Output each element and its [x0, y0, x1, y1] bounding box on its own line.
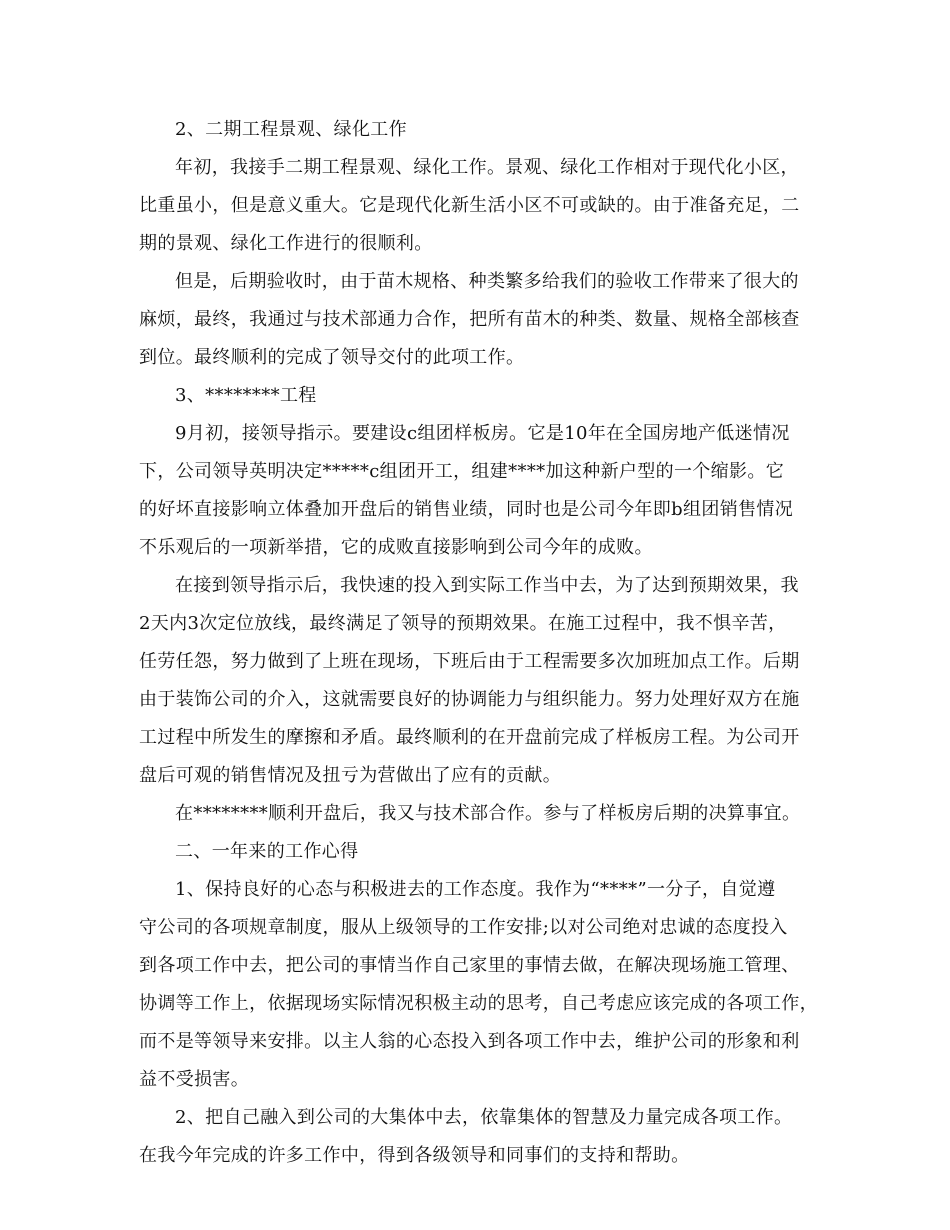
paragraph-line: 9月初，接领导指示。要建设c组团样板房。它是10年在全国房地产低迷情况	[175, 423, 790, 444]
paragraph-line: 2、把自己融入到公司的大集体中去，依靠集体的智慧及力量完成各项工作。	[175, 1107, 793, 1128]
paragraph-line: 年初，我接手二期工程景观、绿化工作。景观、绿化工作相对于现代化小区，	[175, 157, 799, 178]
paragraph-line: 守公司的各项规章制度，服从上级领导的工作安排;以对公司绝对忠诚的态度投入	[139, 917, 788, 938]
paragraph-line: 任劳任怨，努力做到了上班在现场，下班后由于工程需要多次加班加点工作。后期	[139, 651, 800, 672]
section-heading-project: 3、********工程	[175, 385, 317, 406]
paragraph-line: 协调等工作上，依据现场实际情况积极主动的思考，自己考虑应该完成的各项工作，	[139, 993, 818, 1014]
section-heading-experience: 二、一年来的工作心得	[175, 841, 359, 862]
paragraph-line: 到位。最终顺利的完成了领导交付的此项工作。	[139, 347, 525, 368]
paragraph-line: 而不是等领导来安排。以主人翁的心态投入到各项工作中去，维护公司的形象和利	[139, 1031, 800, 1052]
paragraph-line: 但是，后期验收时，由于苗木规格、种类繁多给我们的验收工作带来了很大的	[175, 271, 799, 292]
paragraph-line: 2天内3次定位放线，最终满足了领导的预期效果。在施工过程中，我不惧辛苦，	[139, 613, 787, 634]
paragraph-line: 在接到领导指示后，我快速的投入到实际工作当中去，为了达到预期效果，我	[175, 575, 799, 596]
paragraph-line: 工过程中所发生的摩擦和矛盾。最终顺利的在开盘前完成了样板房工程。为公司开	[139, 727, 800, 748]
paragraph-line: 期的景观、绿化工作进行的很顺利。	[139, 233, 433, 254]
paragraph-line: 比重虽小，但是意义重大。它是现代化新生活小区不可或缺的。由于准备充足，二	[139, 195, 800, 216]
section-heading-landscaping: 2、二期工程景观、绿化工作	[175, 119, 408, 140]
paragraph-line: 麻烦，最终，我通过与技术部通力合作，把所有苗木的种类、数量、规格全部核查	[139, 309, 800, 330]
paragraph-line: 由于装饰公司的介入，这就需要良好的协调能力与组织能力。努力处理好双方在施	[139, 689, 800, 710]
paragraph-line: 在我今年完成的许多工作中，得到各级领导和同事们的支持和帮助。	[139, 1145, 690, 1166]
paragraph-line: 不乐观后的一项新举措，它的成败直接影响到公司今年的成败。	[139, 537, 653, 558]
paragraph-line: 的好坏直接影响立体叠加开盘后的销售业绩，同时也是公司今年即b组团销售情况	[139, 499, 794, 520]
paragraph-line: 下，公司领导英明决定*****c组团开工，组建****加这种新户型的一个缩影。它	[139, 461, 785, 482]
paragraph-line: 到各项工作中去，把公司的事情当作自己家里的事情去做，在解决现场施工管理、	[139, 955, 800, 976]
paragraph-line: 盘后可观的销售情况及扭亏为营做出了应有的贡献。	[139, 765, 562, 786]
paragraph-line: 1、保持良好的心态与积极进去的工作态度。我作为“****”一分子，自觉遵	[175, 879, 776, 900]
paragraph-line: 益不受损害。	[139, 1069, 250, 1090]
paragraph-line: 在********顺利开盘后，我又与技术部合作。参与了样板房后期的决算事宜。	[175, 803, 801, 824]
